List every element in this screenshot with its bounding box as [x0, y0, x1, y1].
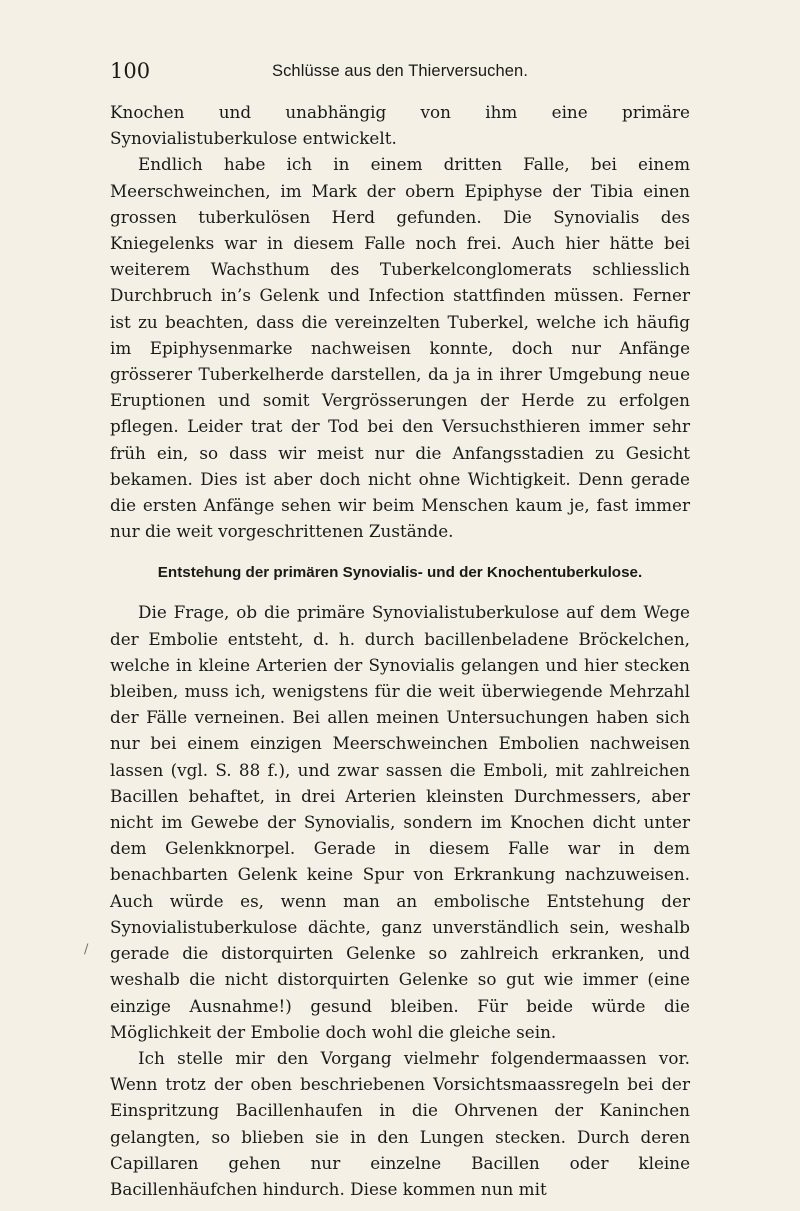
paragraph: Die Frage, ob die primäre Synovialistuberkulose auf dem Wege der Embolie entsteht, d. h. durch bacillenbeladene Bröckelchen, welche in kleine Arterien der Synovialis gelangen und hier stecken bleiben, muss ich, wenigstens für die weit überwiegende Mehrzahl der Fälle verneinen. Bei allen meinen Untersuchungen haben sich nur bei einem einzigen Meerschweinchen Embolien nachweisen lassen (vgl. S. 88 f.), und zwar sassen die Emboli, mit zahlreichen Bacillen behaftet, in drei Arterien kleinsten Durchmessers, aber nicht im Gewebe der Synovialis, sondern im Knochen dicht unter dem Gelenkknorpel. Gerade in diesem Falle war in dem benachbarten Gelenk keine Spur von Erkrankung nachzuweisen. Auch würde es, wenn man an embolische Entstehung der Synovialistuberkulose dächte, ganz unverständlich sein, weshalb gerade die distorquirten Gelenke so zahlreich erkranken, und weshalb die nicht distorquirten Gelenke so gut wie immer (eine einzige Ausnahme!) gesund bleiben. Für beide würde die Möglichkeit der Embolie doch wohl die gleiche sein.	[110, 602, 690, 1042]
page-number: 100	[110, 59, 151, 83]
paragraph: Endlich habe ich in einem dritten Falle, bei einem Meerschweinchen, im Mark der obern Epiphyse der Tibia einen grossen tuberkulösen Herd gefunden. Die Synovialis des Kniegelenks war in diesem Falle noch frei. Auch hier hätte bei weiterem Wachsthum des Tuberkelconglomerats schliesslich Durchbruch in’s Gelenk und Infection stattfinden müssen. Ferner ist zu beachten, dass die vereinzelten Tuberkel, welche ich häufig im Epiphysenmarke nachweisen konnte, doch nur Anfänge grösserer Tuberkelherde darstellen, da ja in ihrer Umgebung neue Eruptionen und somit Vergrösserungen der Herde zu erfolgen pflegen. Leider trat der Tod bei den Versuchsthieren immer sehr früh ein, so dass wir meist nur die Anfangsstadien zu Gesicht bekamen. Dies ist aber doch nicht ohne Wichtigkeit. Denn gerade die ersten Anfänge sehen wir beim Menschen kaum je, fast immer nur die weit vorgeschrittenen Zustände.	[110, 154, 690, 542]
body-text	[110, 99, 690, 1202]
page-header	[110, 58, 690, 84]
running-title: Schlüsse aus den Thierversuchen.	[271, 62, 529, 80]
paragraph: Ich stelle mir den Vorgang vielmehr folgendermaassen vor. Wenn trotz der oben beschriebenen Vorsichtsmaassregeln bei der Einspritzung Bacillenhaufen in die Ohrvenen der Kaninchen gelangten, so blieben sie in den Lungen stecken. Durch deren Capillaren gehen nur einzelne Bacillen oder kleine Bacillenhäufchen hindurch. Diese kommen nun mit	[110, 1047, 690, 1199]
paragraph: Knochen und unabhängig von ihm eine primäre Synovialistuberkulose entwickelt.	[110, 102, 690, 149]
section-heading: Entstehung der primären Synovialis- und der Knochentuberkulose.	[157, 564, 643, 582]
margin-pencil-mark: /	[84, 942, 89, 957]
